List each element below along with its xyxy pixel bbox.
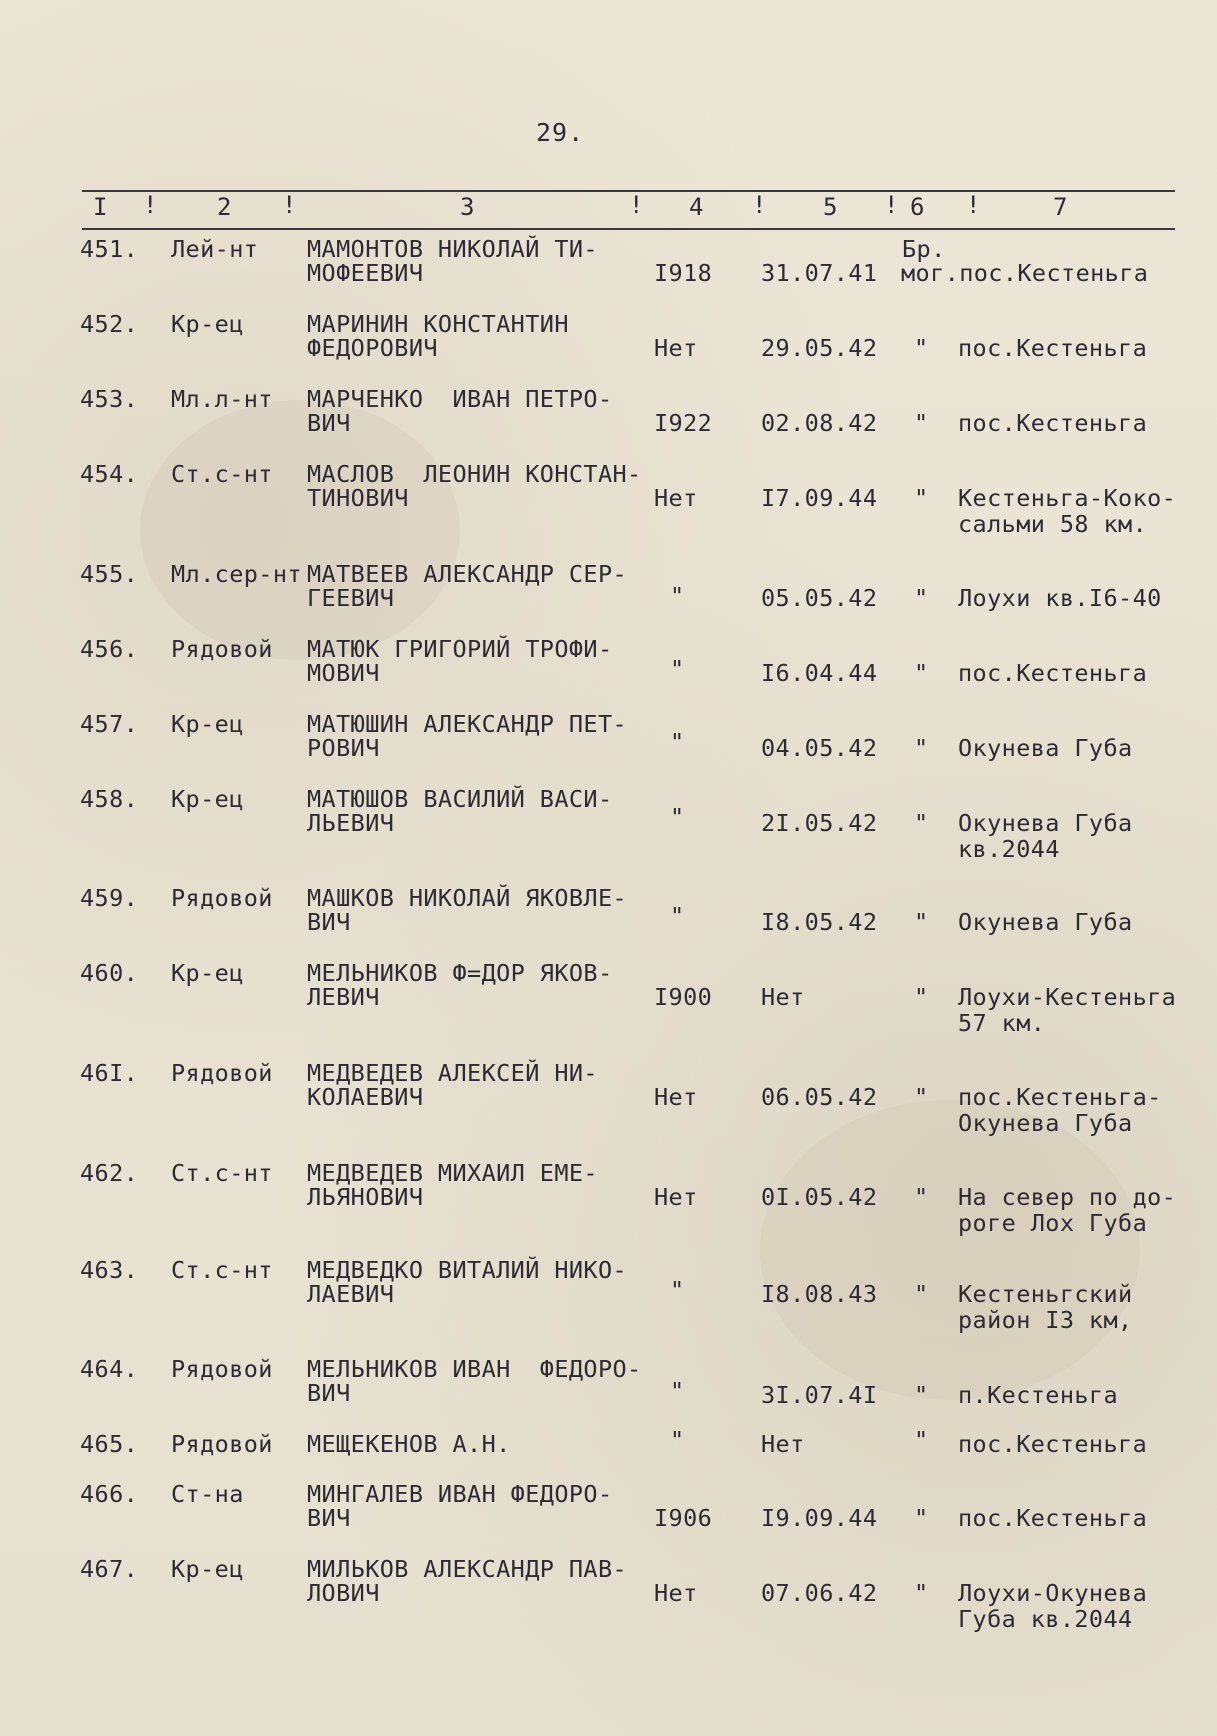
row-place: пос.Кестеньга [958,1504,1148,1532]
row-place: пос.Кестеньга [958,1430,1148,1458]
row-year: " [670,728,685,756]
row-place: пос.Кестеньга- [958,1083,1162,1111]
row-place: Окунева Губа [958,809,1133,837]
row-number: 455. [80,560,139,588]
row-rank: Ст.с-нт [171,460,273,488]
row-place: Кестеньга-Коко- [958,484,1177,512]
row-rank: Рядовой [171,884,273,912]
row-rank: Рядовой [171,1430,273,1458]
row-name-cont: ЛЬЯНОВИЧ [307,1183,424,1211]
row-year: " [670,803,685,831]
row-rank: Кр-ец [171,310,244,338]
column-header-2: 2 [217,193,232,221]
row-year: I918 [654,259,713,287]
row-name-cont: РОВИЧ [307,734,380,762]
row-name-cont: ЛЕВИЧ [307,983,380,1011]
row-place-cont: сальми 58 км. [958,510,1148,538]
row-date: I8.05.42 [761,908,878,936]
row-name-cont: ЛЬЕВИЧ [307,809,395,837]
row-number: 466. [80,1480,139,1508]
row-date: I8.08.43 [761,1280,878,1308]
row-name-cont: ВИЧ [307,908,351,936]
row-mark: " [914,908,929,936]
row-date: Нет [761,983,805,1011]
row-mark: " [914,1280,929,1308]
row-year: I900 [654,983,713,1011]
row-number: 467. [80,1555,139,1583]
row-place: Окунева Губа [958,734,1133,762]
row-name: МИНГАЛЕВ ИВАН ФЕДОРО- [307,1480,613,1508]
row-name: МАШКОВ НИКОЛАЙ ЯКОВЛЕ- [307,884,628,912]
row-number: 462. [80,1159,139,1187]
row-place: Лоухи кв.I6-40 [958,584,1162,612]
row-date: I7.09.44 [761,484,878,512]
row-place-cont: роге Лох Губа [958,1209,1148,1237]
row-place-cont: 57 км. [958,1009,1046,1037]
row-date: 2I.05.42 [761,809,878,837]
row-year: I922 [654,409,713,437]
row-rank: Рядовой [171,1059,273,1087]
row-name: МЕЛЬНИКОВ ИВАН ФЕДОРО- [307,1355,642,1383]
page-number: 29. [536,118,585,147]
row-number: 46I. [80,1059,139,1087]
row-number: 464. [80,1355,139,1383]
row-date: 29.05.42 [761,334,878,362]
row-name: МЕЛЬНИКОВ Ф=ДОР ЯКОВ- [307,959,613,987]
row-place: Окунева Губа [958,908,1133,936]
row-rank: Мл.л-нт [171,385,273,413]
row-name: МЕДВЕДЕВ МИХАИЛ ЕМЕ- [307,1159,598,1187]
row-number: 460. [80,959,139,987]
row-year: " [670,582,685,610]
row-number: 459. [80,884,139,912]
column-separator: ! [282,191,297,219]
row-rank: Мл.сер-нт [171,560,302,588]
row-name: МАТЮК ГРИГОРИЙ ТРОФИ- [307,635,613,663]
row-year: I906 [654,1504,713,1532]
row-name: МАСЛОВ ЛЕОНИН КОНСТАН- [307,460,642,488]
column-separator: ! [143,191,158,219]
row-place: пос.Кестеньга [958,409,1148,437]
column-header-3: 3 [460,193,475,221]
row-place: Лоухи-Окунева [958,1579,1148,1607]
column-header-1: I [93,193,108,221]
row-place-cont: кв.2044 [958,835,1060,863]
row-place-cont: Губа кв.2044 [958,1605,1133,1633]
row-year: Нет [654,334,698,362]
row-rank: Ст.с-нт [171,1159,273,1187]
row-name: МАРЧЕНКО ИВАН ПЕТРО- [307,385,613,413]
column-header-5: 5 [823,193,838,221]
row-place: п.Кестеньга [958,1381,1119,1409]
row-mark: " [914,983,929,1011]
row-mark: " [914,659,929,687]
row-number: 451. [80,235,139,263]
row-rank: Кр-ец [171,785,244,813]
row-mark: " [914,584,929,612]
row-year: " [670,1276,685,1304]
row-name-cont: ВИЧ [307,409,351,437]
row-place: пос.Кестеньга [958,334,1148,362]
row-name: МАТВЕЕВ АЛЕКСАНДР СЕР- [307,560,628,588]
row-mark: " [914,1381,929,1409]
row-place: мог.пос.Кестеньга [901,259,1149,287]
row-name-cont: ЛОВИЧ [307,1579,380,1607]
row-date: 07.06.42 [761,1579,878,1607]
row-year: Нет [654,1183,698,1211]
row-year: " [670,1426,685,1454]
row-year: " [670,655,685,683]
row-name: МИЛЬКОВ АЛЕКСАНДР ПАВ- [307,1555,628,1583]
row-number: 453. [80,385,139,413]
table-header-rule [82,228,1175,230]
column-separator: ! [966,191,981,219]
row-mark: " [914,1183,929,1211]
row-name: МЕДВЕДКО ВИТАЛИЙ НИКО- [307,1256,628,1284]
row-mark: " [914,1083,929,1111]
column-separator: ! [752,191,767,219]
column-separator: ! [884,191,899,219]
row-name-cont: МОВИЧ [307,659,380,687]
row-name: МЕЩЕКЕНОВ А.Н. [307,1430,511,1458]
row-rank: Рядовой [171,1355,273,1383]
row-place: На север по до- [958,1183,1177,1211]
row-date: I9.09.44 [761,1504,878,1532]
row-rank: Ст.с-нт [171,1256,273,1284]
row-number: 457. [80,710,139,738]
row-date: 05.05.42 [761,584,878,612]
row-date: 0I.05.42 [761,1183,878,1211]
row-date: 02.08.42 [761,409,878,437]
row-date: 3I.07.4I [761,1381,878,1409]
row-name-cont: ТИНОВИЧ [307,484,409,512]
row-name-cont: ЛАЕВИЧ [307,1280,395,1308]
row-name-cont: МОФЕЕВИЧ [307,259,424,287]
row-name: МЕДВЕДЕВ АЛЕКСЕЙ НИ- [307,1059,598,1087]
row-rank: Ст-на [171,1480,244,1508]
row-name: МАРИНИН КОНСТАНТИН [307,310,569,338]
row-name-cont: ВИЧ [307,1504,351,1532]
row-rank: Лей-нт [171,235,259,263]
row-name-cont: ФЕДОРОВИЧ [307,334,438,362]
row-mark: " [914,734,929,762]
row-place: Кестеньгский [958,1280,1133,1308]
row-number: 458. [80,785,139,813]
row-rank: Кр-ец [171,959,244,987]
row-name: МАТЮШОВ ВАСИЛИЙ ВАСИ- [307,785,613,813]
row-number: 454. [80,460,139,488]
column-header-7: 7 [1053,193,1068,221]
row-year: " [670,902,685,930]
row-place: Лоухи-Кестеньга [958,983,1177,1011]
row-name-cont: КОЛАЕВИЧ [307,1083,424,1111]
row-place: пос.Кестеньга [958,659,1148,687]
row-number: 452. [80,310,139,338]
row-mark: " [914,1504,929,1532]
row-place-cont: Окунева Губа [958,1109,1133,1137]
row-name: МАТЮШИН АЛЕКСАНДР ПЕТ- [307,710,628,738]
row-mark: " [914,1579,929,1607]
row-number: 465. [80,1430,139,1458]
row-name-cont: ГЕЕВИЧ [307,584,395,612]
row-year: Нет [654,484,698,512]
row-number: 463. [80,1256,139,1284]
row-mark: " [914,334,929,362]
row-place-cont: район I3 км, [958,1306,1133,1334]
row-mark: " [914,409,929,437]
column-separator: ! [629,191,644,219]
row-mark: Бр. [902,235,946,263]
row-mark: " [914,1426,929,1454]
row-number: 456. [80,635,139,663]
row-rank: Рядовой [171,635,273,663]
row-date: 31.07.41 [761,259,878,287]
row-date: Нет [761,1430,805,1458]
row-date: I6.04.44 [761,659,878,687]
row-date: 06.05.42 [761,1083,878,1111]
column-header-4: 4 [689,193,704,221]
row-mark: " [914,484,929,512]
row-date: 04.05.42 [761,734,878,762]
row-name-cont: ВИЧ [307,1379,351,1407]
row-year: Нет [654,1083,698,1111]
column-header-6: 6 [910,193,925,221]
row-name: МАМОНТОВ НИКОЛАЙ ТИ- [307,235,598,263]
paper-stain [760,1100,1140,1400]
row-rank: Кр-ец [171,1555,244,1583]
row-mark: " [914,809,929,837]
row-year: " [670,1377,685,1405]
row-year: Нет [654,1579,698,1607]
row-rank: Кр-ец [171,710,244,738]
